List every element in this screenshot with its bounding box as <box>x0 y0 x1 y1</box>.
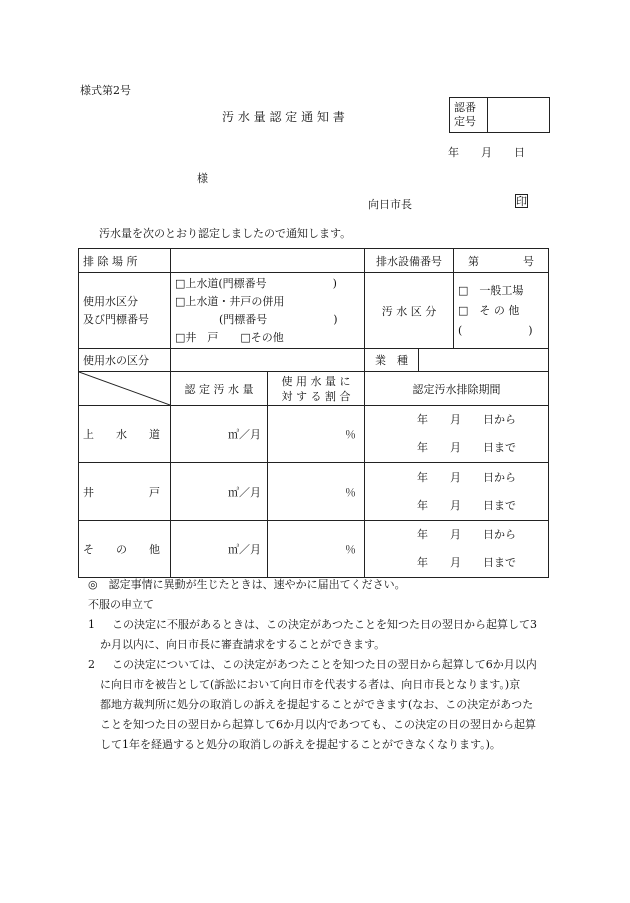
drainage-place-field[interactable] <box>171 249 365 273</box>
form-number: 様式第2号 <box>80 84 131 97</box>
amount-unit[interactable]: ㎥／月 <box>171 463 268 521</box>
appeal-line: か月以内に、向日市長に審査請求をすることができます。 <box>100 638 386 651</box>
page-title: 汚 水 量 認 定 通 知 書 <box>222 110 345 124</box>
notice-text: ◎ 認定事情に異動が生じたときは、速やかに届出てください。 <box>88 578 406 591</box>
appeal-line: して1年を経過すると処分の取消しの訴えを提起することができなくなります。)。 <box>100 738 501 751</box>
appeal-line: ことを知つた日の翌日から起算して6か月以内であつても、この決定の日の翌日から起算 <box>100 718 536 731</box>
option-waterworks[interactable]: □上水道(門標番号 ) <box>175 276 337 290</box>
water-class-options[interactable] <box>171 273 365 349</box>
facility-number-value[interactable]: 第 号 <box>454 249 549 273</box>
option-combined-number: (門標番号 ) <box>219 312 338 326</box>
row-label-waterworks: 上 水 道 <box>79 406 171 463</box>
issue-date: 年 月 日 <box>448 146 525 159</box>
header-amount: 認 定 汚 水 量 <box>171 372 268 406</box>
header-period: 認定汚水排除期間 <box>365 372 549 406</box>
cert-label-2: 定号 <box>454 115 476 128</box>
period-to: 年 月 日まで <box>417 441 516 454</box>
appeal-number: 2 <box>88 658 95 671</box>
row-water-use-class <box>79 349 549 372</box>
option-well-other[interactable]: □井 戸 □その他 <box>175 330 284 344</box>
issuer-name: 向日市長 <box>368 198 412 211</box>
period-cell[interactable] <box>365 521 549 578</box>
facility-number-label: 排水設備番号 <box>365 249 454 273</box>
appeal-heading: 不服の申立て <box>88 598 154 611</box>
cert-label-1: 認番 <box>454 101 476 114</box>
cert-number-label-cell <box>450 98 488 132</box>
diagonal-line <box>79 372 170 405</box>
appeal-line: 都地方裁判所に処分の取消しの訴えを提起することができます(なお、この決定があつた <box>100 698 534 711</box>
amount-unit[interactable]: ㎥／月 <box>171 406 268 463</box>
appeal-number: 1 <box>88 618 95 631</box>
appeal-item-1 <box>80 615 560 655</box>
period-from: 年 月 日から <box>417 470 516 484</box>
option-general-factory[interactable]: □ 一般工場 <box>458 283 524 297</box>
row-label-other: そ の 他 <box>79 521 171 578</box>
diagonal-header-cell <box>79 372 171 406</box>
water-use-class-field[interactable] <box>171 349 365 372</box>
amount-unit[interactable]: ㎥／月 <box>171 521 268 578</box>
period-cell[interactable] <box>365 406 549 463</box>
water-class-label: 使用水区分 及び門標番号 <box>79 273 171 349</box>
table-row <box>79 521 549 578</box>
appeal-line: この決定については、この決定があつたことを知つた日の翌日から起算して6か月以内 <box>112 658 537 671</box>
notes-section <box>80 575 560 755</box>
option-sewage-other-detail: ( ) <box>458 323 533 337</box>
ratio-unit[interactable]: ％ <box>268 521 365 578</box>
industry-field[interactable] <box>419 349 549 372</box>
appeal-line: に向日市を被告として(訴訟において向日市を代表する者は、向日市長となります。)京 <box>100 678 521 691</box>
cert-number-field[interactable] <box>488 98 549 132</box>
row-label-well: 井 戸 <box>79 463 171 521</box>
appeal-line: この決定に不服があるときは、この決定があつたことを知つた日の翌日から起算して3 <box>112 618 537 631</box>
period-cell[interactable] <box>365 463 549 521</box>
header-ratio: 使 用 水 量 に 対 す る 割 合 <box>268 372 365 406</box>
table-row <box>79 406 549 463</box>
intro-text: 汚水量を次のとおり認定しましたので通知します。 <box>99 227 352 240</box>
period-to: 年 月 日まで <box>417 498 516 512</box>
row-column-headers <box>79 372 549 406</box>
sewage-class-label: 汚 水 区 分 <box>365 273 454 349</box>
addressee-suffix: 様 <box>197 172 208 185</box>
certification-table <box>78 248 549 578</box>
water-use-class-label: 使用水の区分 <box>79 349 171 372</box>
period-from: 年 月 日から <box>417 528 516 541</box>
option-sewage-other[interactable]: □ そ の 他 <box>458 303 520 317</box>
drainage-place-label: 排 除 場 所 <box>79 249 171 273</box>
period-to: 年 月 日まで <box>417 556 516 569</box>
ratio-unit[interactable]: ％ <box>268 463 365 521</box>
ratio-unit[interactable]: ％ <box>268 406 365 463</box>
option-combined[interactable]: □上水道・井戸の併用 <box>175 294 285 308</box>
cert-number-box <box>449 97 550 133</box>
row-water-class <box>79 273 549 349</box>
table-row <box>79 463 549 521</box>
seal-mark: 印 <box>516 195 527 208</box>
industry-label: 業 種 <box>365 349 419 372</box>
row-drainage-place <box>79 249 549 273</box>
period-from: 年 月 日から <box>417 413 516 426</box>
appeal-item-2 <box>80 655 560 755</box>
sewage-class-options[interactable] <box>454 273 549 349</box>
